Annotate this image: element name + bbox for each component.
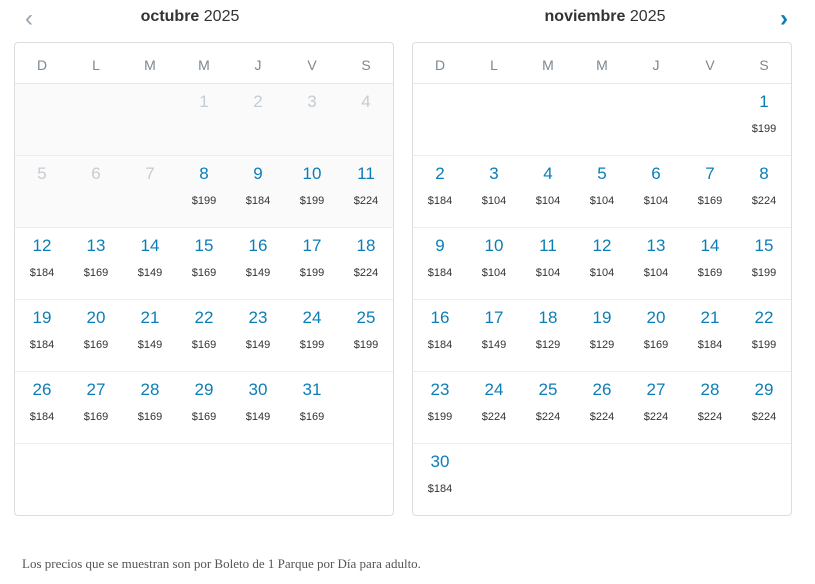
calendar-day-cell-empty: [629, 84, 683, 155]
day-number: 6: [651, 164, 661, 183]
calendar-day-cell[interactable]: [521, 300, 575, 371]
calendar-day-cell[interactable]: [339, 228, 393, 299]
weeks-october: [15, 84, 393, 515]
day-price: $184: [427, 483, 453, 495]
calendar-day-cell[interactable]: [629, 228, 683, 299]
day-number: 22: [754, 308, 774, 327]
day-number: 3: [489, 164, 499, 183]
day-number: 26: [592, 380, 612, 399]
day-number: 7: [145, 164, 155, 183]
day-price: $199: [427, 411, 453, 423]
calendar-week-row: [413, 300, 791, 372]
calendar-day-cell-empty: [177, 444, 231, 515]
day-number: 12: [592, 236, 612, 255]
dow-label: M: [144, 57, 156, 73]
day-number: 17: [484, 308, 504, 327]
day-number: 16: [430, 308, 450, 327]
day-price: $224: [589, 411, 615, 423]
month-year: 2025: [629, 8, 666, 25]
dow-label: J: [254, 57, 262, 73]
day-price: $199: [191, 195, 217, 207]
calendars-container: [14, 42, 804, 516]
day-number: 11: [357, 164, 375, 183]
dow-label: V: [705, 57, 715, 73]
day-number: 23: [430, 380, 450, 399]
calendar-day-cell-empty: [521, 84, 575, 155]
day-price: $169: [299, 411, 325, 423]
day-number: 3: [307, 92, 317, 111]
calendar-day-cell-disabled: [231, 84, 285, 155]
calendar-day-cell-empty: [575, 84, 629, 155]
calendar-day-cell[interactable]: [285, 156, 339, 227]
calendar-day-cell[interactable]: [413, 300, 467, 371]
day-number: 20: [86, 308, 106, 327]
day-price: $169: [191, 267, 217, 279]
day-price: $184: [29, 267, 55, 279]
day-number: 29: [754, 380, 774, 399]
calendar-day-cell[interactable]: [575, 300, 629, 371]
day-number: 11: [539, 236, 557, 255]
calendar-day-cell-empty: [575, 444, 629, 515]
day-number: 25: [356, 308, 376, 327]
day-price: $224: [353, 267, 379, 279]
calendar-day-cell-disabled: [69, 156, 123, 227]
calendar-day-cell[interactable]: [69, 300, 123, 371]
day-price: $149: [245, 411, 271, 423]
day-number: 17: [302, 236, 322, 255]
day-price: $199: [751, 267, 777, 279]
calendar-day-cell[interactable]: [575, 228, 629, 299]
calendar-day-cell[interactable]: [629, 372, 683, 443]
day-number: 12: [32, 236, 52, 255]
day-number: 1: [199, 92, 209, 111]
calendar-day-cell[interactable]: [521, 372, 575, 443]
calendar-day-cell[interactable]: [69, 372, 123, 443]
dow-label: V: [307, 57, 317, 73]
calendar-day-cell[interactable]: [413, 444, 467, 515]
day-number: 18: [538, 308, 558, 327]
calendar-day-cell-empty: [629, 444, 683, 515]
day-number: 16: [248, 236, 268, 255]
calendar-day-cell-disabled: [177, 84, 231, 155]
day-number: 21: [700, 308, 720, 327]
dow-label: J: [652, 57, 660, 73]
calendar-week-row: [413, 228, 791, 300]
calendar-day-cell[interactable]: [123, 300, 177, 371]
calendar-day-cell[interactable]: [231, 300, 285, 371]
day-price: $224: [751, 195, 777, 207]
calendar-day-cell[interactable]: [177, 228, 231, 299]
dow-label: S: [361, 57, 371, 73]
day-price: $149: [481, 339, 507, 351]
day-price: $184: [427, 339, 453, 351]
day-price: $169: [83, 411, 109, 423]
calendar-day-cell-disabled: [15, 156, 69, 227]
day-price: $149: [137, 339, 163, 351]
day-price: $224: [697, 411, 723, 423]
calendar-header: [0, 0, 815, 42]
calendar-day-cell[interactable]: [339, 300, 393, 371]
day-price: $169: [137, 411, 163, 423]
day-price: $169: [697, 195, 723, 207]
calendar-day-cell[interactable]: [285, 300, 339, 371]
calendar-day-cell-empty: [285, 444, 339, 515]
day-number: 27: [646, 380, 666, 399]
chevron-left-icon[interactable]: ‹: [25, 5, 33, 32]
calendar-day-cell-empty: [69, 84, 123, 155]
calendar-day-cell[interactable]: [177, 156, 231, 227]
day-price: $104: [481, 267, 507, 279]
dow-label: M: [596, 57, 608, 73]
day-number: 14: [700, 236, 720, 255]
day-number: 22: [194, 308, 214, 327]
calendar-day-cell[interactable]: [15, 372, 69, 443]
day-price: $224: [481, 411, 507, 423]
calendar-day-cell-empty: [467, 444, 521, 515]
calendar-week-row: [413, 84, 791, 156]
day-number: 19: [592, 308, 612, 327]
day-number: 6: [91, 164, 101, 183]
day-price: $184: [697, 339, 723, 351]
calendar-day-cell[interactable]: [339, 156, 393, 227]
calendar-day-cell[interactable]: [69, 228, 123, 299]
calendar-day-cell[interactable]: [285, 372, 339, 443]
day-price: $199: [299, 195, 325, 207]
day-number: 24: [302, 308, 322, 327]
day-price: $224: [643, 411, 669, 423]
calendar-day-cell[interactable]: [683, 372, 737, 443]
calendar-day-cell-empty: [467, 84, 521, 155]
weeks-november: [413, 84, 791, 515]
dow-label: L: [490, 57, 498, 73]
day-price: $104: [589, 195, 615, 207]
calendar-day-cell[interactable]: [521, 228, 575, 299]
calendar-day-cell[interactable]: [467, 300, 521, 371]
day-price: $184: [245, 195, 271, 207]
day-number: 25: [538, 380, 558, 399]
day-price: $224: [535, 411, 561, 423]
day-price: $199: [751, 339, 777, 351]
calendar-day-cell[interactable]: [575, 372, 629, 443]
day-number: 18: [356, 236, 376, 255]
dow-label: D: [36, 57, 48, 73]
calendar-day-cell[interactable]: [123, 372, 177, 443]
calendar-day-cell[interactable]: [629, 156, 683, 227]
calendar-day-cell[interactable]: [629, 300, 683, 371]
calendar-day-cell-empty: [15, 444, 69, 515]
calendar-day-cell[interactable]: [177, 300, 231, 371]
day-price: $149: [137, 267, 163, 279]
calendar-day-cell-empty: [123, 84, 177, 155]
day-price: $149: [245, 339, 271, 351]
calendar-day-cell[interactable]: [467, 372, 521, 443]
calendar-day-cell[interactable]: [231, 372, 285, 443]
day-of-week-row: [413, 43, 791, 84]
calendar-week-row: [413, 372, 791, 444]
calendar-day-cell-empty: [231, 444, 285, 515]
calendar-day-cell-empty: [69, 444, 123, 515]
calendar-day-cell[interactable]: [575, 156, 629, 227]
day-price: $184: [29, 411, 55, 423]
calendar-day-cell[interactable]: [737, 300, 791, 371]
day-price: $169: [697, 267, 723, 279]
calendar-october: [14, 42, 394, 516]
day-price: $184: [427, 267, 453, 279]
day-price: $149: [245, 267, 271, 279]
day-price: $184: [427, 195, 453, 207]
day-number: 28: [700, 380, 720, 399]
calendar-week-row: [15, 156, 393, 228]
calendar-day-cell[interactable]: [231, 228, 285, 299]
calendar-week-row: [413, 156, 791, 228]
day-price: $104: [535, 267, 561, 279]
day-price: $169: [191, 339, 217, 351]
day-number: 23: [248, 308, 268, 327]
day-number: 1: [759, 92, 769, 111]
calendar-day-cell[interactable]: [683, 156, 737, 227]
calendar-week-row: [15, 228, 393, 300]
calendar-week-row: [15, 84, 393, 156]
day-number: 30: [430, 452, 450, 471]
day-price: $104: [481, 195, 507, 207]
day-number: 10: [302, 164, 322, 183]
calendar-day-cell-empty: [737, 444, 791, 515]
day-number: 5: [597, 164, 607, 183]
chevron-right-icon[interactable]: ›: [780, 5, 788, 32]
day-number: 28: [140, 380, 160, 399]
day-number: 2: [435, 164, 445, 183]
calendar-day-cell[interactable]: [467, 156, 521, 227]
day-number: 20: [646, 308, 666, 327]
calendar-day-cell[interactable]: [123, 228, 177, 299]
calendar-day-cell[interactable]: [737, 156, 791, 227]
day-price: $104: [643, 195, 669, 207]
calendar-day-cell[interactable]: [737, 84, 791, 155]
calendar-day-cell[interactable]: [15, 228, 69, 299]
day-price: $224: [353, 195, 379, 207]
calendar-day-cell[interactable]: [231, 156, 285, 227]
calendar-week-row: [413, 444, 791, 515]
day-number: 4: [543, 164, 553, 183]
day-number: 8: [759, 164, 769, 183]
month-title-left: [0, 8, 380, 26]
calendar-day-cell-disabled: [285, 84, 339, 155]
calendar-day-cell[interactable]: [413, 228, 467, 299]
calendar-day-cell[interactable]: [15, 300, 69, 371]
day-number: 8: [199, 164, 209, 183]
calendar-week-row: [15, 300, 393, 372]
calendar-day-cell-disabled: [339, 84, 393, 155]
calendar-day-cell-empty: [413, 84, 467, 155]
calendar-day-cell[interactable]: [737, 228, 791, 299]
day-price: $199: [353, 339, 379, 351]
day-price: $224: [751, 411, 777, 423]
day-number: 31: [302, 380, 322, 399]
calendar-day-cell[interactable]: [413, 372, 467, 443]
calendar-week-row: [15, 444, 393, 515]
day-price: $199: [299, 267, 325, 279]
day-number: 13: [646, 236, 666, 255]
day-price: $169: [83, 339, 109, 351]
calendar-day-cell-empty: [683, 444, 737, 515]
day-number: 14: [140, 236, 160, 255]
calendar-day-cell[interactable]: [683, 228, 737, 299]
calendar-day-cell-empty: [521, 444, 575, 515]
day-number: 19: [32, 308, 52, 327]
day-price: $129: [535, 339, 561, 351]
calendar-november: [412, 42, 792, 516]
calendar-day-cell-disabled: [123, 156, 177, 227]
day-price: $199: [751, 123, 777, 135]
day-price: $104: [643, 267, 669, 279]
month-title-right: [410, 8, 800, 26]
day-price: $199: [299, 339, 325, 351]
day-number: 9: [253, 164, 263, 183]
day-number: 15: [194, 236, 214, 255]
day-number: 15: [754, 236, 774, 255]
calendar-day-cell[interactable]: [467, 228, 521, 299]
calendar-day-cell[interactable]: [177, 372, 231, 443]
day-number: 7: [705, 164, 715, 183]
day-number: 29: [194, 380, 214, 399]
calendar-day-cell[interactable]: [285, 228, 339, 299]
calendar-day-cell[interactable]: [521, 156, 575, 227]
month-name: noviembre: [544, 8, 626, 25]
day-number: 13: [86, 236, 106, 255]
dow-label: L: [92, 57, 100, 73]
day-price: $184: [29, 339, 55, 351]
day-number: 2: [253, 92, 263, 111]
calendar-day-cell-empty: [15, 84, 69, 155]
day-number: 9: [435, 236, 445, 255]
day-price: $104: [589, 267, 615, 279]
day-number: 27: [86, 380, 106, 399]
calendar-day-cell[interactable]: [683, 300, 737, 371]
price-footnote: Los precios que se muestran son por Boleto de 1 Parque por Día para adulto.: [22, 556, 421, 571]
day-number: 30: [248, 380, 268, 399]
day-price: $169: [191, 411, 217, 423]
dow-label: M: [542, 57, 554, 73]
day-of-week-row: [15, 43, 393, 84]
calendar-day-cell[interactable]: [413, 156, 467, 227]
month-year: 2025: [203, 8, 240, 25]
calendar-day-cell-empty: [339, 372, 393, 443]
calendar-week-row: [15, 372, 393, 444]
day-price: $104: [535, 195, 561, 207]
day-price: $169: [83, 267, 109, 279]
dow-label: M: [198, 57, 210, 73]
day-number: 5: [37, 164, 47, 183]
calendar-day-cell-empty: [683, 84, 737, 155]
dow-label: D: [434, 57, 446, 73]
dow-label: S: [759, 57, 769, 73]
day-price: $169: [643, 339, 669, 351]
calendar-day-cell[interactable]: [737, 372, 791, 443]
day-number: 26: [32, 380, 52, 399]
day-number: 4: [361, 92, 371, 111]
day-number: 10: [484, 236, 504, 255]
day-number: 24: [484, 380, 504, 399]
calendar-day-cell-empty: [339, 444, 393, 515]
day-number: 21: [140, 308, 160, 327]
calendar-day-cell-empty: [123, 444, 177, 515]
month-name: octubre: [140, 8, 200, 25]
day-price: $129: [589, 339, 615, 351]
